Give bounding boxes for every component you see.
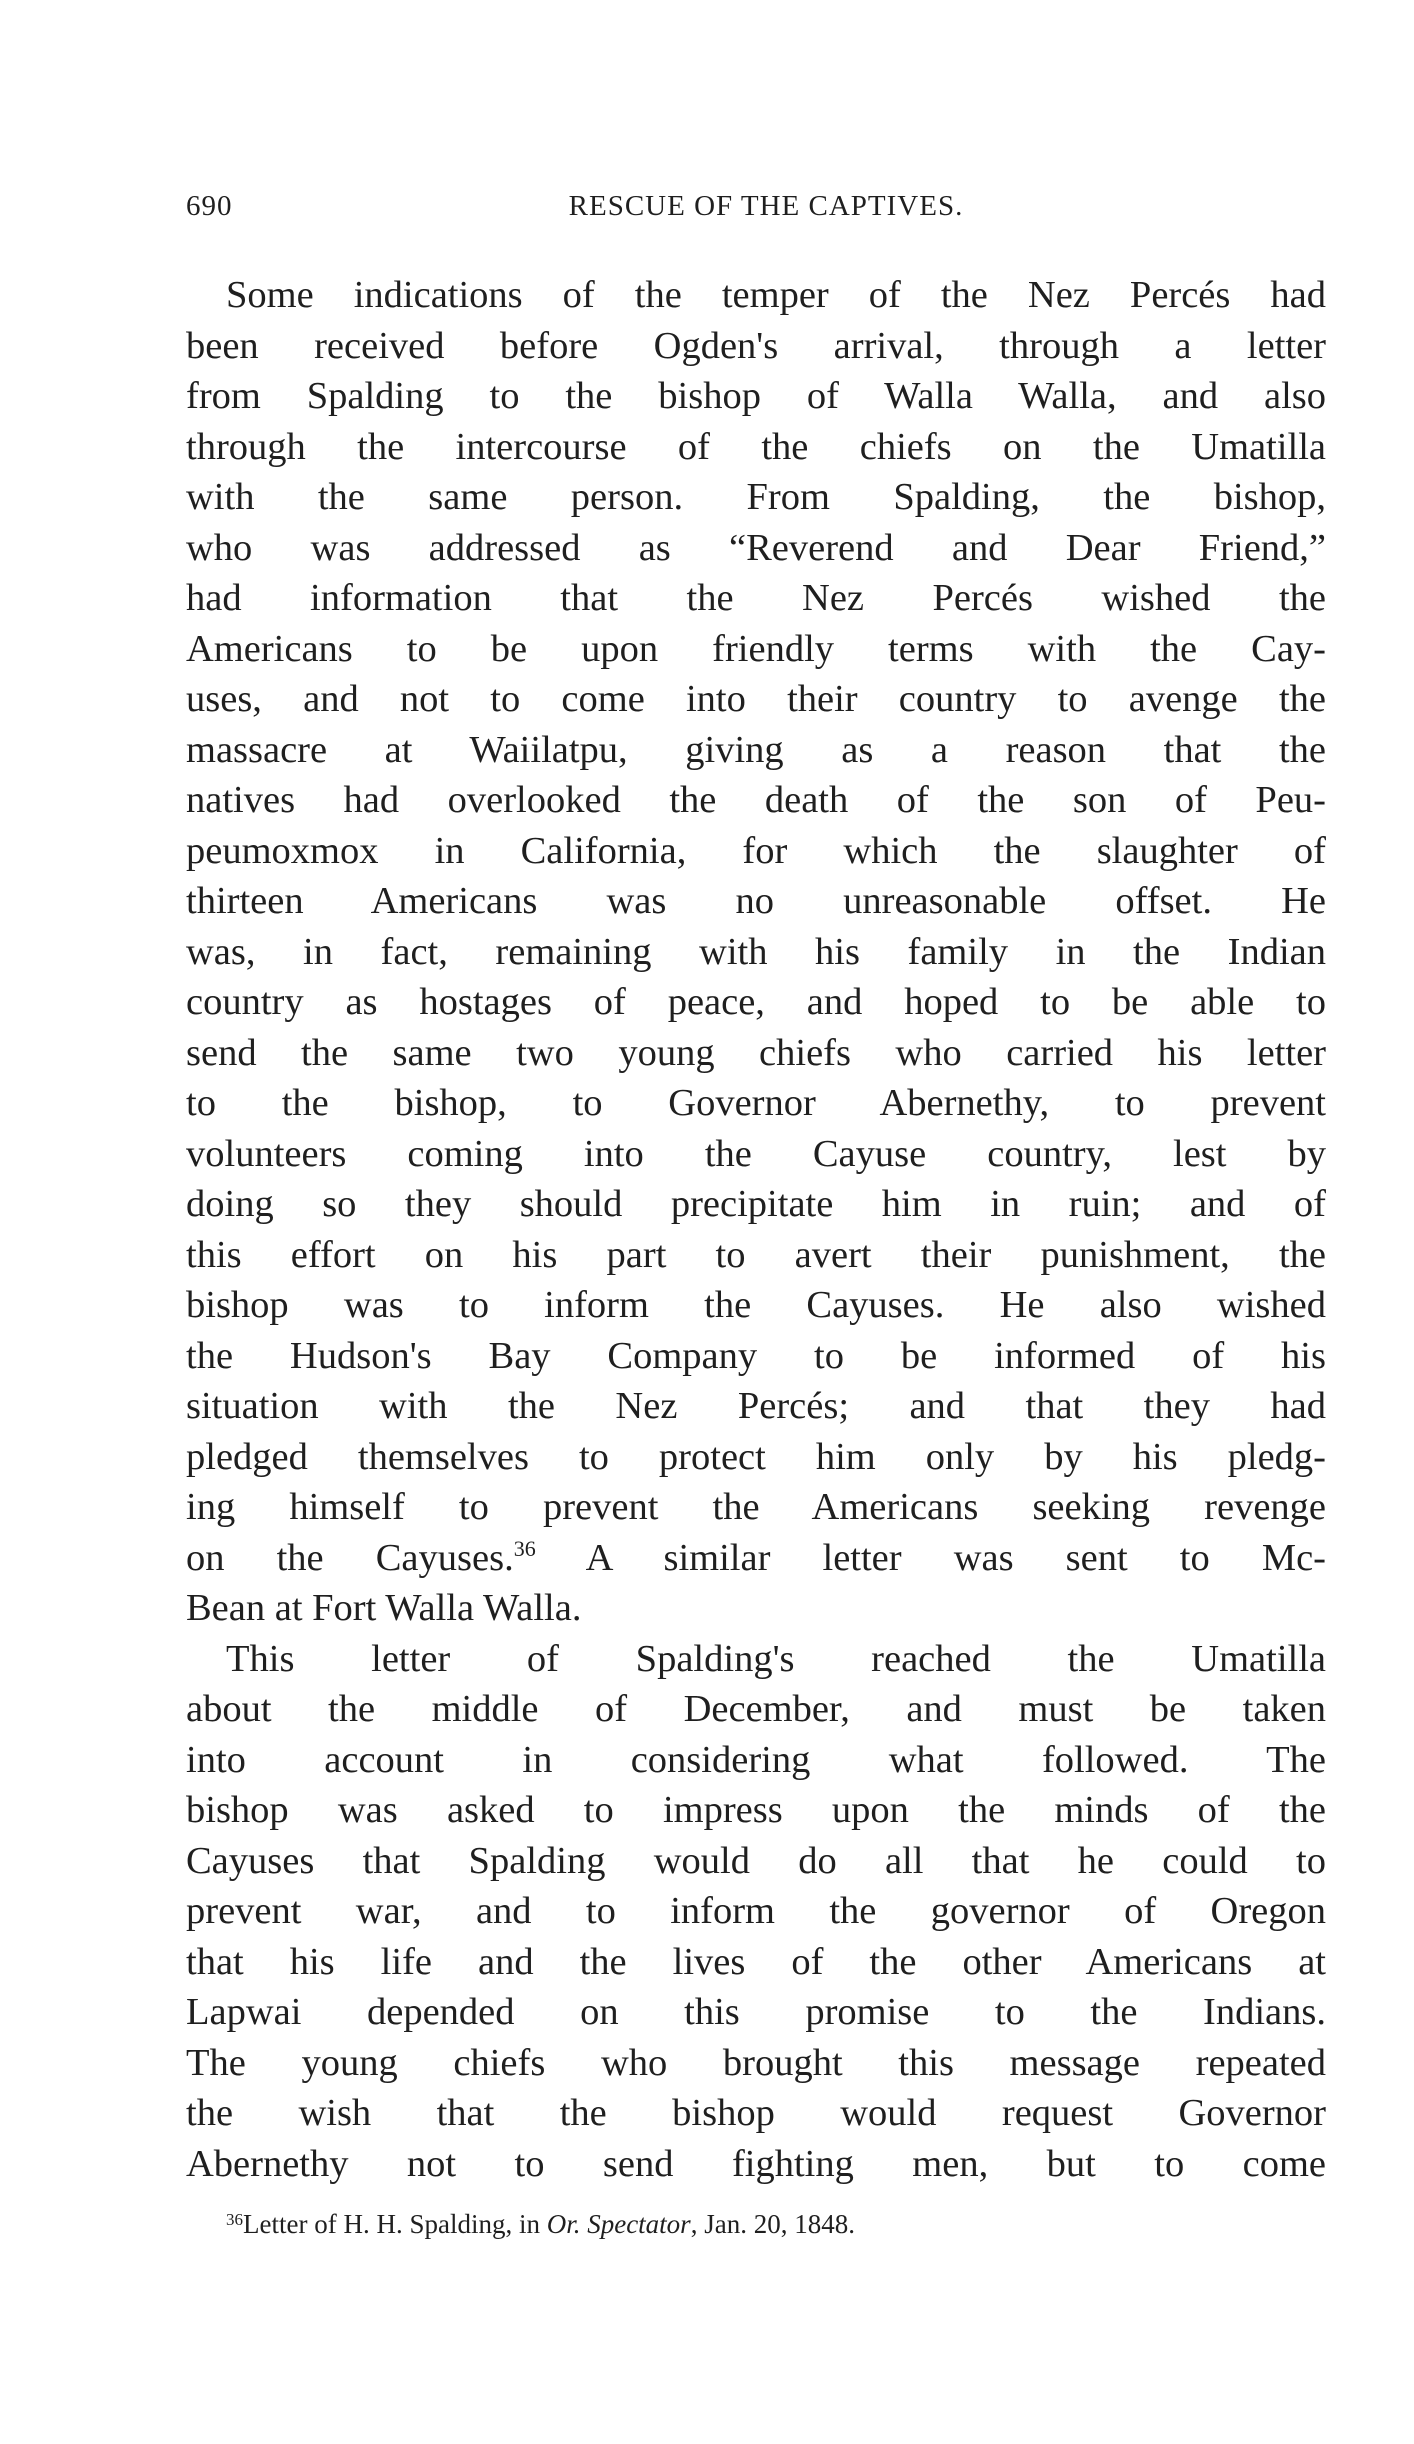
text-line: Lapwai depended on this promise to the Indians. (186, 1991, 1326, 2033)
text-fragment: A similar letter was sent to Mc- (535, 1536, 1326, 1579)
text-line: doing so they should precipitate him in ruin; and of (186, 1183, 1326, 1225)
text-line: had information that the Nez Percés wished the (186, 577, 1326, 619)
text-line: massacre at Waiilatpu, giving as a reason that the (186, 728, 1326, 771)
text-line: country as hostages of peace, and hoped to be able to (186, 981, 1326, 1023)
text-line: thirteen Americans was no unreasonable offset. He (186, 880, 1326, 922)
footnote-mark: 36 (226, 2210, 243, 2229)
footnote (226, 2206, 1226, 2242)
text-line: the wish that the bishop would request Governor (186, 2092, 1326, 2134)
body-text (186, 270, 1326, 2189)
text-fragment: on the Cayuses. (186, 1536, 514, 1579)
text-line: This letter of Spalding's reached the Umatilla (226, 1637, 1326, 1680)
text-line: from Spalding to the bishop of Walla Walla, and also (186, 375, 1326, 417)
text-line: been received before Ogden's arrival, through a letter (186, 324, 1326, 367)
text-line: situation with the Nez Percés; and that they had (186, 1385, 1326, 1427)
text-line: the Hudson's Bay Company to be informed of his (186, 1334, 1326, 1377)
text-line: that his life and the lives of the other Americans at (186, 1940, 1326, 1983)
text-line: to the bishop, to Governor Abernethy, to prevent (186, 1082, 1326, 1124)
text-line: peumoxmox in California, for which the slaughter of (186, 829, 1326, 872)
text-line: through the intercourse of the chiefs on the Umatilla (186, 425, 1326, 468)
footnote-source-title: Or. Spectator (546, 2209, 691, 2239)
footnote-reference[interactable]: 36 (513, 1535, 536, 1561)
text-line: natives had overlooked the death of the son of Peu- (186, 779, 1326, 821)
running-title: RESCUE OF THE CAPTIVES. (568, 190, 964, 222)
text-line: ing himself to prevent the Americans seeking revenge (186, 1486, 1326, 1528)
text-line: volunteers coming into the Cayuse country, lest by (186, 1132, 1326, 1175)
text-line: Bean at Fort Walla Walla. (186, 1587, 582, 1629)
text-line: who was addressed as “Reverend and Dear Friend,” (186, 526, 1326, 569)
text-line: Americans to be upon friendly terms with the Cay- (186, 627, 1326, 670)
text-line-with-footnote-ref (186, 1533, 1326, 1584)
text-line: bishop was to inform the Cayuses. He also wished (186, 1284, 1326, 1326)
footnote-text-end: , Jan. 20, 1848. (690, 2209, 855, 2239)
text-line: Cayuses that Spalding would do all that he could to (186, 1839, 1326, 1882)
text-line: with the same person. From Spalding, the bishop, (186, 476, 1326, 518)
text-line: prevent war, and to inform the governor of Oregon (186, 1890, 1326, 1932)
text-line: into account in considering what followed. The (186, 1738, 1326, 1781)
text-line: pledged themselves to protect him only by his pledg- (186, 1435, 1326, 1478)
text-line: uses, and not to come into their country to avenge the (186, 678, 1326, 720)
text-line: about the middle of December, and must be taken (186, 1688, 1326, 1730)
running-head (186, 186, 1316, 226)
footnote-text: Letter of H. H. Spalding, in (243, 2209, 547, 2239)
text-line: The young chiefs who brought this message repeated (186, 2041, 1326, 2084)
text-line: send the same two young chiefs who carried his letter (186, 1031, 1326, 1074)
text-line: this effort on his part to avert their punishment, the (186, 1233, 1326, 1276)
page-number: 690 (186, 190, 233, 222)
text-line: Some indications of the temper of the Nez Percés had (226, 274, 1326, 316)
text-line: bishop was asked to impress upon the minds of the (186, 1789, 1326, 1831)
text-line: was, in fact, remaining with his family in the Indian (186, 930, 1326, 973)
text-line: Abernethy not to send fighting men, but to come (186, 2142, 1326, 2185)
